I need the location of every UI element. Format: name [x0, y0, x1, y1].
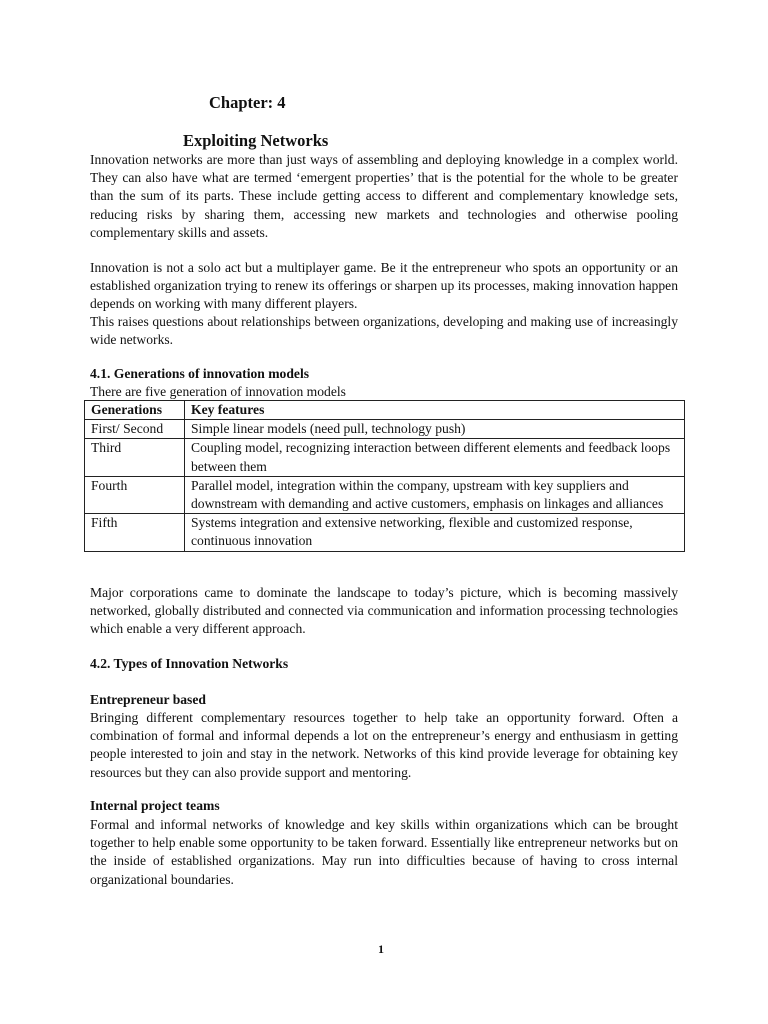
table-cell: Fifth	[85, 514, 185, 551]
chapter-title: Exploiting Networks	[183, 131, 329, 150]
table-cell: Systems integration and extensive networking, flexible and customized response, continuous innovation	[185, 514, 685, 551]
table-cell: Coupling model, recognizing interaction between different elements and feedback loops between them	[185, 439, 685, 476]
section-heading-generations: 4.1. Generations of innovation models	[90, 366, 310, 381]
subheading-internal-project-teams: Internal project teams	[90, 798, 220, 813]
generations-table	[84, 400, 685, 552]
table-cell: Third	[85, 439, 185, 476]
table-cell: Fourth	[85, 476, 185, 513]
table-cell: Simple linear models (need pull, technology push)	[185, 420, 685, 439]
paragraph-intro: Innovation networks are more than just ways of assembling and deploying knowledge in a complex world. They can also have what are termed ‘emergent properties’ that is the potential for the whole to be greater than the sum of its parts. These include getting access to different and complementary knowledge sets, reducing risks by sharing them, accessing new markets and technologies and otherwise pooling complementary skills and assets.	[90, 152, 678, 240]
paragraph-internal-project-teams: Formal and informal networks of knowledge and key skills within organizations which can be brought together to help enable some opportunity to be taken forward. Essentially like entrepreneur networks but on the inside of established organizations. May run into difficulties because of having to cross internal organizational boundaries.	[90, 817, 678, 887]
generations-intro: There are five generation of innovation models	[90, 384, 346, 399]
table-cell: Parallel model, integration within the company, upstream with key suppliers and downstream with demanding and active customers, emphasis on linkages and alliances	[185, 476, 685, 513]
paragraph-corporations: Major corporations came to dominate the landscape to today’s picture, which is becoming massively networked, globally distributed and connected via communication and information processing technologies which enable a very different approach.	[90, 585, 678, 637]
table-row	[85, 439, 685, 476]
chapter-label: Chapter: 4	[209, 93, 286, 112]
section-heading-network-types: 4.2. Types of Innovation Networks	[90, 656, 289, 671]
paragraph-relationships: This raises questions about relationships between organizations, developing and making use of increasingly wide networks.	[90, 314, 678, 348]
paragraph-multiplayer: Innovation is not a solo act but a multiplayer game. Be it the entrepreneur who spots an opportunity or an established organization trying to renew its offerings or sharpen up its processes, making innovation happen depends on working with many different players.	[90, 260, 678, 312]
paragraph-entrepreneur-based: Bringing different complementary resources together to help take an opportunity forward. Often a combination of formal and informal depends a lot on the entrepreneur’s energy and enthusiasm in getting people interested to join and stay in the network. Networks of this kind provide leverage for obtaining key resources but they can also provide support and mentoring.	[90, 710, 678, 780]
table-header-cell: Generations	[85, 401, 185, 420]
table-row	[85, 476, 685, 513]
table-header-row	[85, 401, 685, 420]
subheading-entrepreneur-based: Entrepreneur based	[90, 692, 206, 707]
table-row	[85, 420, 685, 439]
table-row	[85, 514, 685, 551]
table-header-cell: Key features	[185, 401, 685, 420]
page-number: 1	[378, 942, 384, 956]
table-cell: First/ Second	[85, 420, 185, 439]
